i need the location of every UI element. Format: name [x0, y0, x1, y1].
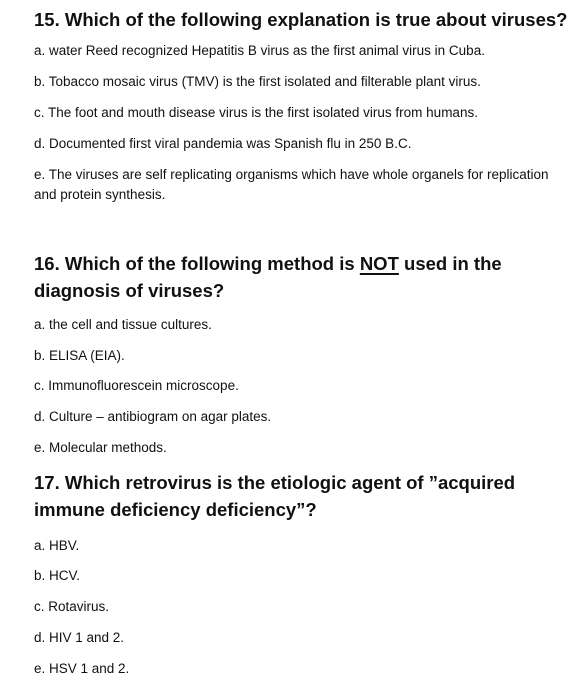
question-16-option-c: c. Immunofluorescein microscope.: [34, 378, 239, 393]
question-17-option-c: c. Rotavirus.: [34, 599, 110, 614]
question-17-title-line2: immune deficiency deficiency”?: [34, 499, 317, 520]
question-16-option-b: b. ELISA (EIA).: [34, 348, 125, 363]
question-15-option-b: b. Tobacco mosaic virus (TMV) is the first isolated and filterable plant virus.: [34, 74, 481, 89]
question-17-option-d: d. HIV 1 and 2.: [34, 630, 125, 645]
question-16-title-part1: 16. Which of the following method is: [34, 253, 360, 274]
question-17-option-b: b. HCV.: [34, 568, 81, 583]
question-17-option-e: e. HSV 1 and 2.: [34, 661, 130, 676]
question-16-option-a: a. the cell and tissue cultures.: [34, 317, 212, 332]
question-15-option-e: e. The viruses are self replicating organisms which have whole organels for replication and protein synthesis.: [34, 167, 549, 202]
question-15-option-c: c. The foot and mouth disease virus is the first isolated virus from humans.: [34, 105, 478, 120]
question-16-title-line1: [34, 251, 502, 277]
question-16-title-emphasis: NOT: [359, 253, 399, 274]
question-15-option-d: d. Documented first viral pandemia was Spanish flu in 250 B.C.: [34, 136, 412, 151]
question-15-title: 15. Which of the following explanation is true about viruses?: [34, 9, 568, 30]
question-16-title-part2: used in the: [398, 253, 502, 274]
question-16-option-e: e. Molecular methods.: [34, 440, 167, 455]
question-16-title-line2: diagnosis of viruses?: [34, 280, 225, 301]
question-15-option-a: a. water Reed recognized Hepatitis B virus as the first animal virus in Cuba.: [34, 43, 485, 58]
question-17-option-a: a. HBV.: [34, 538, 80, 553]
question-17-title-line1: 17. Which retrovirus is the etiologic agent of ”acquired: [34, 472, 516, 493]
question-16-option-d: d. Culture – antibiogram on agar plates.: [34, 409, 272, 424]
